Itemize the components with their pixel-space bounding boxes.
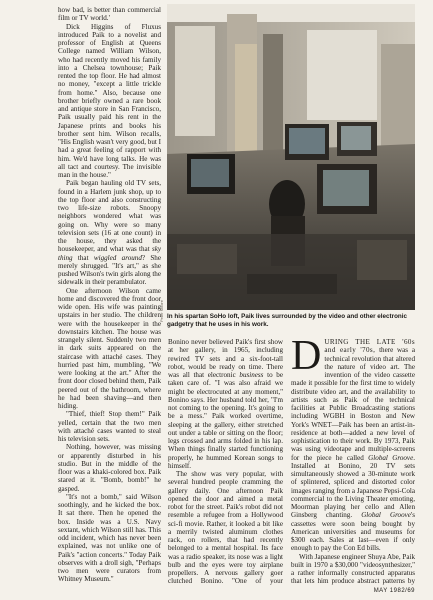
- paragraph: Paik began hauling old TV sets, found in a Harlem junk shop, up to the top floor and also constructing two life-size robots. Snoopy neighbors wondered what was going on. Why were so many television sets (16 at one count) in the house, they asked the housekeeper, and what was that sky thing that wiggled around? She merely shrugged. "It's art," as she pushed Wilson's twin girls along the sidewalk in their perambulator.: [58, 179, 161, 287]
- paragraph: Bonino never believed Paik's first show at her gallery, in 1965, including rewired TV sets and a six-foot-tall robot, would be ready on time. There was all that electronic business to be taken care of. "I was also afraid we might be electrocuted at any moment," Bonino says. Her husband told her, "I'm not coming to the opening. It's going to be a mess." Paik worked overtime, sleeping at the gallery, either stretched out under a table or sitting on the floor; legs crossed and arms folded in his lap. When things finally started functioning properly, he hummed Korean songs to himself.: [168, 338, 283, 470]
- paragraph: "It's not a bomb," said Wilson soothingly, and he kicked the box. It sat there. Then he opened the box. Inside was a U.S. Navy sextant, which Wilson still has. This odd incident, which has never been explained, was not unlike one of Paik's "action concerts." Today Paik observes with a droll sigh, "Perhaps two men were curators from Whitney Museum.": [58, 492, 161, 584]
- paragraph: "Thief, thief! Stop them!" Paik yelled, certain that the two men with attaché cases wanted to steal his television sets.: [58, 410, 161, 443]
- text-column-left: [58, 6, 161, 584]
- drop-cap: D: [291, 338, 322, 379]
- photo-caption: In his spartan SoHo loft, Paik lives surrounded by the video and other electronic gadgetry that he uses in his work.: [167, 313, 408, 328]
- text-column-right: [291, 338, 415, 586]
- paragraph: Dick Higgins of Fluxus introduced Paik to a novelist and professor of English at Queens College named William Wilson, who had recently moved his family into a Chelsea townhouse; Paik rented the top floor. He had almost no money, "except a little trickle from home." Also, because one brother briefly owned a rare book and antique store in San Francisco, Paik usually paid his rent in the Japanese prints and books his brother sent him. Wilson recalls, "His English wasn't very good, but I had a great feeling of rapport with him. We'd have long talks. He was all tact and courtesy. The invisible man in the house.": [58, 22, 161, 179]
- photo-credit: Peter Moore: [159, 300, 164, 323]
- paragraph: how bad, is better than commercial film or TV world.': [58, 6, 161, 23]
- loft-photograph-image: [167, 4, 415, 310]
- paragraph: [58, 584, 161, 585]
- paragraph: The show was very popular, with several hundred people cramming the gallery daily. One afternoon Paik opened the door and aimed a metal robot for the street. Paik's robot did not resemble a refugee from a Hollywood sci-fi movie. Rather, it looked a bit like a merrily twisted aluminum clothes rack, on rollers, that had recently belonged to a mental hospital. Its face was a radio speaker, its nose was a light bulb and the eyes were toy airplane propellers. A nervous gallery goer clutched Bonino. "One of your: [168, 470, 283, 586]
- loft-photograph: [167, 4, 415, 310]
- paragraph: With Japanese engineer Shuya Abe, Paik built in 1970 a $30,000 "videosynthesizer," a rather informally constructed apparatus that lets him produce abstract patterns by: [291, 552, 415, 586]
- text-column-middle: [168, 338, 283, 586]
- paragraph: Nothing, however, was missing or apparently disturbed in his studio. But in the middle of the floor was a khaki-colored box. Paik stared at it. "Bomb, bomb!" he gasped.: [58, 443, 161, 493]
- page-footer: MAY 1982/69: [373, 588, 415, 594]
- lead-in-text: URING THE LATE '60s and early '70s,: [324, 338, 415, 355]
- paragraph: One afternoon Wilson came home and discovered the front door wide open. His wife was painting upstairs in her studio. The children were with the housekeeper in the downstairs kitchen. The house was strangely silent. Suddenly two men in dark suits appeared on the staircase with attaché cases. They hurried past him, mumbling, "We were looking at the art." After the front door closed behind them, Paik peered out of the bathroom, where he had been shaving—and then hiding.: [58, 286, 161, 410]
- section-lead-paragraph: [291, 338, 415, 553]
- lead-paragraph-body: there was a technical revolution that altered the nature of video art. The invention of the video cassette made it possible for the first time to widely distribute video art, and the availability to artists such as Paik of the technical facilities at Public Broadcasting stations including WGBH in Boston and New York's WNET—Paik has been an artist-in-residence at both—added a new level of sophistication to their work. By 1973, Paik was using videotape and multiple-screens for the piece he called Global Groove. Installed at Bonino, 20 TV sets simultaneously showed a 30-minute work of splintered, spliced and distorted color images ranging from a Japanese Pepsi-Cola commercial to the Living Theater emoting, Moorman playing her cello and Allen Ginsberg chanting. Global Groove's cassettes were soon being bought by American universities and museums for $300 each. Sales at last—even if only enough to pay the Con Ed bills.: [291, 346, 415, 553]
